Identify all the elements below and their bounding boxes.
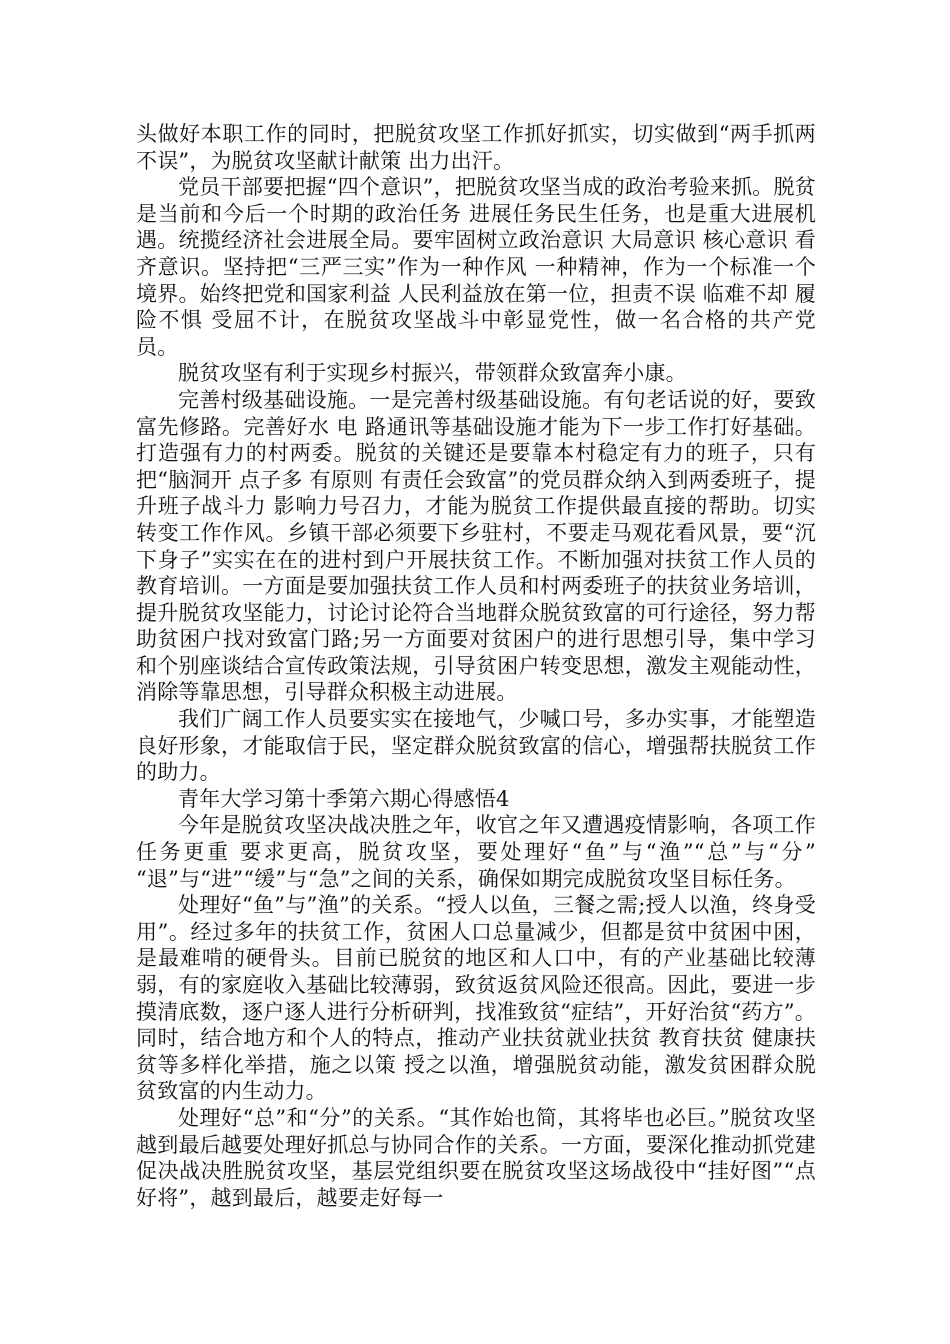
paragraph: 脱贫攻坚有利于实现乡村振兴，带领群众致富奔小康。	[178, 361, 687, 386]
paragraph: 头做好本职工作的同时，把脱贫攻坚工作抓好抓实，切实做到“两手抓两不误”，为脱贫攻坚献计献策 出力出汗。	[136, 122, 816, 173]
paragraph: 今年是脱贫攻坚决战决胜之年，收官之年又遭遇疫情影响，各项工作任务更重 要求更高，脱贫攻坚，要处理好“鱼”与“渔”“总”与“分” “退”与“进”“缓”与“急”之间的关系，确保如期完成脱贫攻坚目标任务。	[136, 813, 816, 891]
paragraph: 完善村级基础设施。一是完善村级基础设施。有句老话说的好，要致富先修路。完善好水 电 路通讯等基础设施才能为下一步工作打好基础。打造强有力的村两委。脱贫的关键还是要靠本村稳定有力的班子，只有把“脑洞开 点子多 有原则 有责任会致富”的党员群众纳入到两委班子，提升班子战斗力 影响力号召力，才能为脱贫工作提供最直接的帮助。切实转变工作作风。乡镇干部必须要下乡驻村，不要走马观花看风景，要“沉下身子”实实在在的进村到户开展扶贫工作。不断加强对扶贫工作人员的教育培训。一方面是要加强扶贫工作人员和村两委班子的扶贫业务培训，提升脱贫攻坚能力，讨论讨论符合当地群众脱贫致富的可行途径，努力帮助贫困户找对致富门路;另一方面要对贫困户的进行思想引导，集中学习和个别座谈结合宣传政策法规，引导贫困户转变思想，激发主观能动性，消除等靠思想，引导群众积极主动进展。	[136, 387, 816, 705]
paragraph: 我们广阔工作人员要实实在接地气，少喊口号，多办实事，才能塑造良好形象，才能取信于民，坚定群众脱贫致富的信心，增强帮扶脱贫工作的助力。	[136, 707, 816, 785]
paragraph: 处理好“鱼”与”渔”的关系。“授人以鱼，三餐之需;授人以渔，终身受用”。经过多年的扶贫工作，贫困人口总量减少，但都是贫中贫困中困，是最难啃的硬骨头。目前已脱贫的地区和人口中，有的产业基础比较薄弱，有的家庭收入基础比较薄弱，致贫返贫风险还很高。因此，要进一步摸清底数，逐户逐人进行分析研判，找准致贫“症结”，开好治贫“药方”。同时，结合地方和个人的特点，推动产业扶贫就业扶贫 教育扶贫 健康扶贫等多样化举措，施之以策 授之以渔，增强脱贫动能，激发贫困群众脱贫致富的内生动力。	[136, 893, 816, 1104]
section-heading: 青年大学习第十季第六期心得感悟4	[178, 786, 510, 811]
paragraph: 党员干部要把握“四个意识”，把脱贫攻坚当成的政治考验来抓。脱贫是当前和今后一个时期的政治任务 进展任务民生任务，也是重大进展机遇。统揽经济社会进展全局。要牢固树立政治意识 大局意识 核心意识 看齐意识。坚持把“三严三实”作为一种作风 一种精神，作为一个标准一个境界。始终把党和国家利益 人民利益放在第一位，担责不误 临难不却 履险不惧 受屈不计，在脱贫攻坚战斗中彰显党性，做一名合格的共产党员。	[136, 175, 816, 359]
paragraph: 处理好“总”和“分”的关系。“其作始也简，其将毕也必巨。”脱贫攻坚越到最后越要处理好抓总与协同合作的关系。一方面，要深化推动抓党建促决战决胜脱贫攻坚，基层党组织要在脱贫攻坚这场战役中“挂好图”“点好将”，越到最后，越要走好每一	[136, 1105, 816, 1210]
document-body	[136, 121, 816, 1211]
